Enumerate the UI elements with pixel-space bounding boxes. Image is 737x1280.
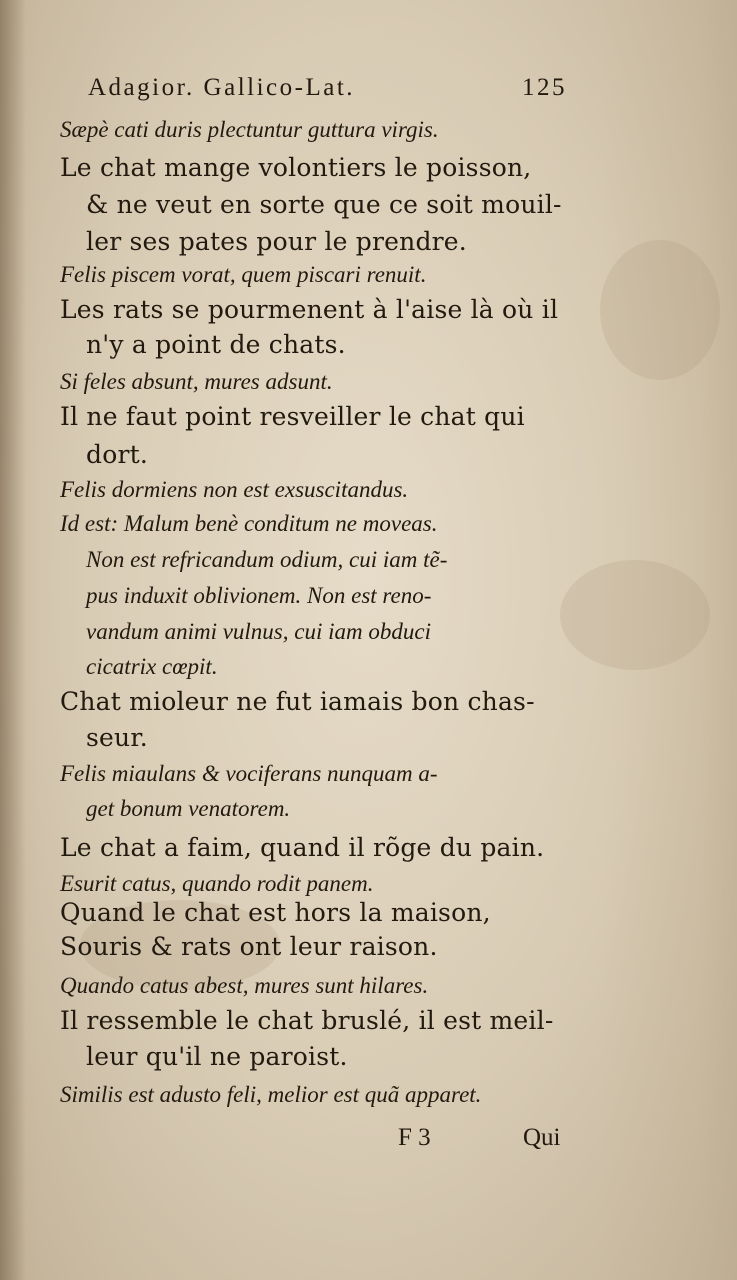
latin-line: Similis est adusto feli, melior est quã apparet.	[60, 1082, 482, 1107]
latin-line: vandum animi vulnus, cui iam obduci	[86, 619, 431, 644]
latin-line: Felis miaulans & vociferans nunquam a-	[60, 761, 438, 786]
latin-line: Felis piscem vorat, quem piscari renuit.	[60, 262, 427, 287]
latin-line: Sæpè cati duris plectuntur guttura virgis.	[60, 117, 439, 142]
french-line: dort.	[86, 440, 148, 469]
latin-line: Id est: Malum benè conditum ne moveas.	[60, 511, 438, 536]
latin-line: get bonum venatorem.	[86, 796, 291, 821]
running-title: Adagior. Gallico-Lat.	[88, 74, 356, 101]
latin-line: Esurit catus, quando rodit panem.	[60, 871, 374, 896]
french-line: ler ses pates pour le prendre.	[86, 227, 467, 256]
latin-line: Felis dormiens non est exsuscitandus.	[60, 477, 409, 502]
french-line: Il ressemble le chat bruslé, il est meil-	[60, 1006, 554, 1035]
french-line: n'y a point de chats.	[86, 330, 346, 359]
french-line: & ne veut en sorte que ce soit mouil-	[86, 190, 562, 219]
french-line: Le chat a faim, quand il rõge du pain.	[60, 833, 545, 862]
catchword: Qui	[523, 1124, 561, 1151]
french-line: Chat mioleur ne fut iamais bon chas-	[60, 687, 535, 716]
french-line: Souris & rats ont leur raison.	[60, 932, 438, 961]
latin-line: Si feles absunt, mures adsunt.	[60, 369, 333, 394]
latin-line: Non est refricandum odium, cui iam tẽ-	[86, 547, 448, 572]
latin-line: pus induxit oblivionem. Non est reno-	[86, 583, 432, 608]
latin-line: Quando catus abest, mures sunt hilares.	[60, 973, 429, 998]
latin-line: cicatrix cœpit.	[86, 654, 218, 679]
page-number: 125	[522, 74, 567, 101]
french-line: Les rats se pourmenent à l'aise là où il	[60, 295, 559, 324]
french-line: Quand le chat est hors la maison,	[60, 898, 491, 927]
french-line: Le chat mange volontiers le poisson,	[60, 153, 532, 182]
french-line: seur.	[86, 723, 148, 752]
french-line: Il ne faut point resveiller le chat qui	[60, 402, 525, 431]
french-line: leur qu'il ne paroist.	[86, 1042, 348, 1071]
signature-mark: F 3	[398, 1124, 431, 1151]
